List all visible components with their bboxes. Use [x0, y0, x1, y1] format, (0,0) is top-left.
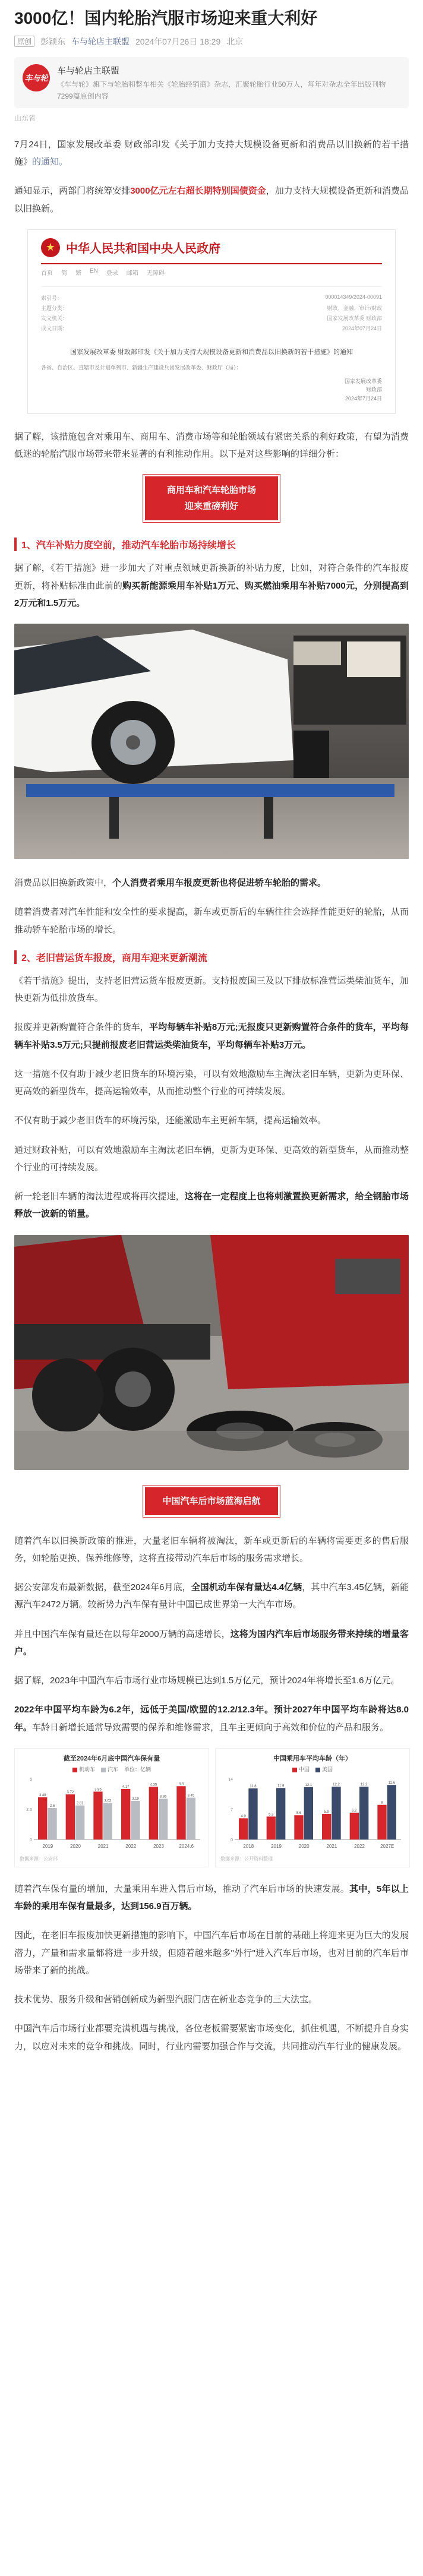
chart-title: 截至2024年6月底中国汽车保有量: [63, 1755, 160, 1762]
bar-美国-2018: [248, 1788, 257, 1839]
gov-doc-body: 各省、自治区、直辖市及计划单列市、新疆生产建设兵团发展改革委、财政厅（局）：: [41, 365, 242, 371]
vehicle-ownership-chart: [14, 1748, 209, 1867]
info-key: 主题分类：: [41, 305, 68, 311]
chart-plot-area: [220, 1774, 405, 1851]
paragraph: [14, 1579, 409, 1614]
truck-tires-photo: [14, 1235, 409, 1470]
paragraph-text: 随着汽车保有量的增加，大量乘用车进入售后市场，推动了汽车后市场的快速发展。: [14, 1883, 350, 1894]
paragraph: 这一措施不仅有助于减少老旧货车的环境污染，可以有效地激励车主淘汰老旧车辆，更新为更环保、更高效的新型货车，提高运输效率，从而推动整个行业的可持续发展。: [14, 1069, 409, 1097]
paragraph-text: 7月24日，国家发展改革委 财政部印发《关于加力支持大规模设备更新和消费品以旧换新的若干措施》: [14, 139, 409, 167]
publish-date: 2024年07月26日 18:29: [135, 36, 221, 46]
publish-location: 北京: [226, 36, 244, 46]
paragraph: [14, 874, 409, 892]
truck-tires-illustration: [14, 1235, 409, 1470]
x-tick-label: 2019: [271, 1843, 282, 1849]
bar-value-label: 4.35: [150, 1783, 157, 1787]
paragraph-text: 并且中国汽车保有量还在以每年2000万辆的高速增长，: [14, 1629, 231, 1639]
paragraph: 通过财政补贴，可以有效地激励车主淘汰老旧车辆，更新为更环保、更高效的新型货车，从而推动整个行业的可持续发展。: [14, 1145, 409, 1172]
bar-机动车-2023: [149, 1787, 158, 1839]
paragraph-text: 报废并更新购置符合条件的货车，: [14, 1022, 149, 1033]
bar-value-label: 5.6: [296, 1812, 302, 1816]
account-link[interactable]: 车与轮店主联盟: [71, 36, 130, 46]
legend-swatch: [72, 1768, 77, 1772]
account-name: 车与轮店主联盟: [57, 65, 120, 76]
x-tick-label: 2027E: [380, 1843, 394, 1849]
emphasis-text: 个人消费者乘用车报废更新也将促进轿车轮胎的需求。: [112, 878, 327, 889]
gov-doc-info-row: [41, 303, 382, 313]
section-banner: [143, 475, 280, 522]
notice-link[interactable]: 的通知。: [32, 157, 68, 167]
bar-汽车-2020: [75, 1806, 84, 1839]
chart-source: 数据来源：公安部: [20, 1856, 58, 1861]
bar-机动车-2019: [38, 1797, 47, 1839]
paragraph: [14, 182, 409, 217]
bar-中国-2021: [322, 1814, 331, 1839]
y-tick-label: 5: [30, 1777, 32, 1782]
gov-nav-item: 邮箱: [126, 270, 138, 277]
emphasis-text: 平均每辆车补贴8万元;无报废只更新购置符合条件的货车，平均每辆车补贴3.5万元;只提前报废老旧营运类柴油货车，平均每辆车补贴3万元。: [14, 1022, 409, 1050]
paragraph-text: ，加力支持大规模设备更新和消费品以旧换新。: [14, 186, 409, 214]
paragraph-text: 通知显示，两部门将统筹安排: [14, 186, 131, 197]
chart-plot-area: [20, 1774, 204, 1851]
gov-site-title: 中华人民共和国中央人民政府: [66, 241, 220, 256]
government-notice-screenshot: [27, 229, 396, 414]
info-value: 国家发展改革委 财政部: [327, 315, 382, 321]
banner-line: 迎来重磅利好: [184, 501, 238, 512]
bar-value-label: 3.45: [187, 1794, 195, 1798]
banner-line: 中国汽车后市场蓝海启航: [162, 1496, 261, 1506]
legend-item: [72, 1765, 95, 1773]
paragraph-text: 车龄日新增长通常导致需要的保养和维修需求，且车主更倾向于高效和价位的产品和服务。: [32, 1722, 389, 1733]
legend-item: [101, 1765, 118, 1773]
paragraph-text: ，其中汽车3.45亿辆，新能源汽车2472万辆。较新势力汽车保有量计中国已成世界第一大汽车市场。: [14, 1582, 409, 1610]
bar-机动车-2024.6: [176, 1786, 185, 1839]
chart-title: 中国乘用车平均车龄（年）: [273, 1755, 352, 1762]
article-meta: [14, 36, 409, 48]
paragraph: [14, 1188, 409, 1223]
emphasis-text: 这将在一定程度上也将刺激置换更新需求，给全钢胎市场释放一波新的销量。: [14, 1191, 409, 1219]
banner-line: 商用车和汽车轮胎市场: [166, 485, 256, 496]
bar-value-label: 4.4: [178, 1782, 184, 1787]
author-name: 彭颖东: [40, 36, 66, 46]
paragraph-text: 据了解，《若干措施》进一步加大了对重点领域更新换新的补贴力度，比如，对符合条件的汽车报废更新，将补贴标准由此前的: [14, 563, 409, 591]
account-info: [57, 64, 400, 101]
bar-机动车-2021: [93, 1791, 102, 1839]
bar-汽车-2021: [103, 1803, 112, 1839]
bar-value-label: 3.02: [104, 1799, 112, 1803]
bar-value-label: 3.72: [67, 1791, 74, 1795]
legend-label: 汽车: [107, 1766, 118, 1772]
chart-legend: [220, 1765, 405, 1773]
x-tick-label: 2022: [354, 1843, 365, 1849]
gov-site-header: [41, 238, 382, 264]
bar-中国-2019: [267, 1816, 276, 1839]
paragraph: 随着汽车以旧换新政策的推进，大量老旧车辆将被淘汰，新车或更新后的车辆将需要更多的售后服务，如轮胎更换、保养维修等，这将直接带动汽车后市场的服务需求增长。: [14, 1535, 409, 1563]
emphasis-text: 其中，5年以上车龄的乘用车保有量最多，达到156.9百万辆。: [14, 1883, 409, 1912]
paragraph: [14, 136, 409, 171]
bar-value-label: 8: [381, 1801, 383, 1805]
charts-row: [14, 1748, 409, 1867]
info-key: 索引号：: [41, 295, 63, 301]
paragraph: [14, 1701, 409, 1736]
legend-swatch: [101, 1768, 106, 1772]
bar-value-label: 6.2: [352, 1809, 357, 1813]
x-tick-label: 2020: [70, 1843, 81, 1849]
info-value: 000014349/2024-00091: [325, 293, 382, 300]
legend-label: 美国: [322, 1766, 333, 1772]
paragraph-text: 据公安部发布最新数据，截至2024年6月底，: [14, 1582, 191, 1593]
info-value: 财政、金融、审计/财政: [327, 305, 382, 311]
signature-line: 财政部: [365, 387, 382, 393]
section-banner: [143, 1485, 280, 1517]
bar-value-label: 12.1: [305, 1783, 312, 1787]
bar-value-label: 5.9: [324, 1810, 329, 1814]
bar-value-label: 3.48: [39, 1793, 46, 1797]
account-description: 《车与轮》旗下与轮胎和整车相关《轮胎经销商》杂志，汇聚轮胎行业50万人，每年对杂志全年出版刊物: [57, 80, 386, 88]
bar-中国-2022: [350, 1813, 359, 1839]
gov-nav-item: 繁: [75, 270, 81, 277]
gov-nav-item: 首页: [41, 270, 53, 277]
paragraph: [14, 1880, 409, 1916]
signature-date: 2024年7月24日: [345, 395, 382, 402]
bar-value-label: 2.81: [76, 1801, 84, 1806]
info-value: 2024年07月24日: [342, 325, 382, 331]
x-tick-label: 2024.6: [179, 1843, 194, 1849]
section-heading: 1、汽车补贴力度空前，推动汽车轮胎市场持续增长: [14, 538, 409, 551]
bar-value-label: 3.19: [132, 1797, 139, 1801]
highlight-text: 3000亿元左右超长期特别国债资金: [130, 186, 266, 197]
bar-机动车-2022: [121, 1789, 130, 1839]
bar-汽车-2019: [48, 1808, 56, 1839]
article-title: 3000亿！国内轮胎汽服市场迎来重大利好: [14, 9, 318, 27]
chart-legend: [20, 1765, 204, 1773]
gov-nav-item: 无障碍: [146, 270, 165, 277]
x-tick-label: 2020: [298, 1843, 310, 1849]
bar-value-label: 12.2: [333, 1783, 340, 1787]
account-article-count: 7299篇原创内容: [57, 91, 109, 100]
gov-nav-item: 简: [61, 270, 67, 277]
bar-value-label: 11.9: [277, 1784, 285, 1788]
bar-value-label: 12.2: [360, 1783, 368, 1787]
emphasis-text: 这将为国内汽车后市场服务带来持续的增量客户。: [14, 1629, 409, 1657]
bar-value-label: 11.8: [250, 1784, 257, 1788]
y-tick-label: 2.5: [26, 1807, 32, 1812]
y-tick-label: 7: [231, 1807, 233, 1812]
bar-美国-2022: [359, 1787, 368, 1839]
gov-doc-info-table: [41, 286, 382, 339]
gov-nav-item: 登录: [106, 270, 118, 277]
gov-doc-info-row: [41, 323, 382, 333]
bar-中国-2018: [239, 1818, 248, 1839]
legend-label: 中国: [298, 1766, 310, 1772]
bar-汽车-2022: [131, 1801, 140, 1839]
car-on-lift-illustration: [14, 624, 409, 859]
paragraph: [14, 1019, 409, 1054]
legend-swatch: [315, 1768, 320, 1772]
paragraph: 据了解，该措施包含对乘用车、商用车、消费市场等和轮胎领域有紧密关系的利好政策，有望为消费低迷的轮胎汽服市场带来带来显著的有利推动作用。以下是对这些影响的详细分析：: [14, 431, 409, 460]
paragraph: 随着消费者对汽车性能和安全性的要求提高，新车或更新后的车辆往往会选择性能更好的轮胎，从而推动轿车轮胎市场的增长。: [14, 907, 409, 935]
bar-机动车-2020: [66, 1794, 75, 1839]
x-tick-label: 2018: [243, 1843, 254, 1849]
gov-nav-item: EN: [90, 267, 98, 274]
bar-value-label: 12.6: [388, 1781, 396, 1785]
x-tick-label: 2022: [125, 1843, 137, 1849]
gov-doc-title: 国家发展改革委 财政部印发《关于加力支持大规模设备更新和消费品以旧换新的若干措施》的通知: [70, 348, 353, 356]
paragraph: 据了解，2023年中国汽车后市场行业市场规模已达到1.5万亿元，预计2024年将增长至1.6万亿元。: [14, 1676, 400, 1686]
paragraph: 中国汽车后市场行业都要充满机遇与挑战，各位老板需要紧密市场变化，抓住机遇，不断提升自身实力，以应对未来的竞争和挑战。同时，行业内需要加强合作与交流，共同推动汽车行业的健康发展。: [14, 2024, 409, 2052]
bar-value-label: 2.6: [49, 1804, 55, 1808]
gov-doc-info-row: [41, 313, 382, 323]
bar-value-label: 5.3: [269, 1813, 274, 1817]
car-on-lift-photo: [14, 624, 409, 859]
bar-美国-2019: [276, 1788, 285, 1839]
legend-label: 机动车: [78, 1766, 95, 1772]
original-badge: 原创: [14, 36, 34, 47]
gov-doc-info-row: [41, 293, 382, 303]
paragraph: [14, 1626, 409, 1661]
x-tick-label: 2019: [42, 1843, 53, 1849]
footer-location: 山东省: [14, 113, 36, 122]
y-tick-label: 0: [231, 1838, 233, 1842]
x-tick-label: 2021: [326, 1843, 337, 1849]
vehicle-age-chart: [215, 1748, 410, 1867]
chart-unit: 单位：亿辆: [124, 1766, 151, 1772]
national-emblem-icon: ★: [41, 238, 60, 257]
x-tick-label: 2023: [153, 1843, 164, 1849]
bar-汽车-2024.6: [187, 1798, 195, 1839]
bar-value-label: 3.95: [94, 1788, 102, 1792]
paragraph: 因此，在老旧车报废加快更新措施的影响下，中国汽车后市场在目前的基础上将迎来更为巨大的发展潜力，产量和需求量都将进一步升级，但随着越来越多"外行"进入汽车后市场，也对目前的汽车后市场带来了新的挑战。: [14, 1930, 409, 1976]
bar-美国-2027E: [387, 1785, 396, 1839]
x-tick-label: 2021: [97, 1843, 109, 1849]
paragraph: 《若干措施》提出，支持老旧营运货车报废更新。支持报废国三及以下排放标准营运类柴油货车，加快更新为低排放货车。: [14, 975, 409, 1004]
bar-美国-2021: [332, 1787, 340, 1839]
emphasis-text: 全国机动车保有量达4.4亿辆: [191, 1582, 302, 1593]
legend-item: [315, 1765, 333, 1773]
emphasis-text: 2022年中国平均车龄为6.2年，远低于美国/欧盟的12.2/12.3年。预计2027年中国平均车龄将达8.0年。: [14, 1705, 409, 1733]
bar-value-label: 4.17: [122, 1785, 130, 1789]
bar-中国-2027E: [377, 1805, 386, 1839]
y-tick-label: 14: [228, 1777, 233, 1782]
bar-value-label: 3.36: [159, 1795, 167, 1799]
paragraph: 技术优势、服务升级和营销创新成为新型汽服门店在新业态竞争的三大法宝。: [14, 1995, 318, 2005]
paragraph: [14, 560, 409, 612]
paragraph-text: 新一轮老旧车辆的淘汰进程或将再次提速，: [14, 1191, 185, 1202]
info-key: 成文日期：: [41, 325, 68, 331]
gov-site-nav: [41, 264, 382, 286]
chart-source: 数据来源：公开资料整理: [220, 1856, 273, 1861]
emphasis-text: 购买新能源乘用车补贴1万元、购买燃油乘用车补贴7000元，分别提高到2万元和1.5万元。: [14, 580, 409, 608]
bar-中国-2020: [294, 1815, 303, 1839]
paragraph: 不仅有助于减少老旧货车的环境污染，还能激励车主更新车辆，提高运输效率。: [14, 1115, 327, 1126]
bar-汽车-2023: [159, 1799, 168, 1839]
account-logo: 车与轮: [23, 64, 50, 91]
paragraph-text: 消费品以旧换新政策中，: [14, 878, 113, 889]
legend-item: [292, 1765, 310, 1773]
legend-swatch: [292, 1768, 297, 1772]
section-heading: 2、老旧营运货车报废，商用车迎来更新潮流: [14, 950, 409, 964]
signature-line: 国家发展改革委: [344, 378, 382, 384]
account-card[interactable]: [14, 57, 409, 108]
bar-value-label: 4.9: [241, 1815, 246, 1819]
gov-doc-signature: [41, 377, 382, 403]
bar-美国-2020: [304, 1787, 313, 1839]
y-tick-label: 0: [30, 1838, 32, 1842]
info-key: 发文机关：: [41, 315, 68, 321]
